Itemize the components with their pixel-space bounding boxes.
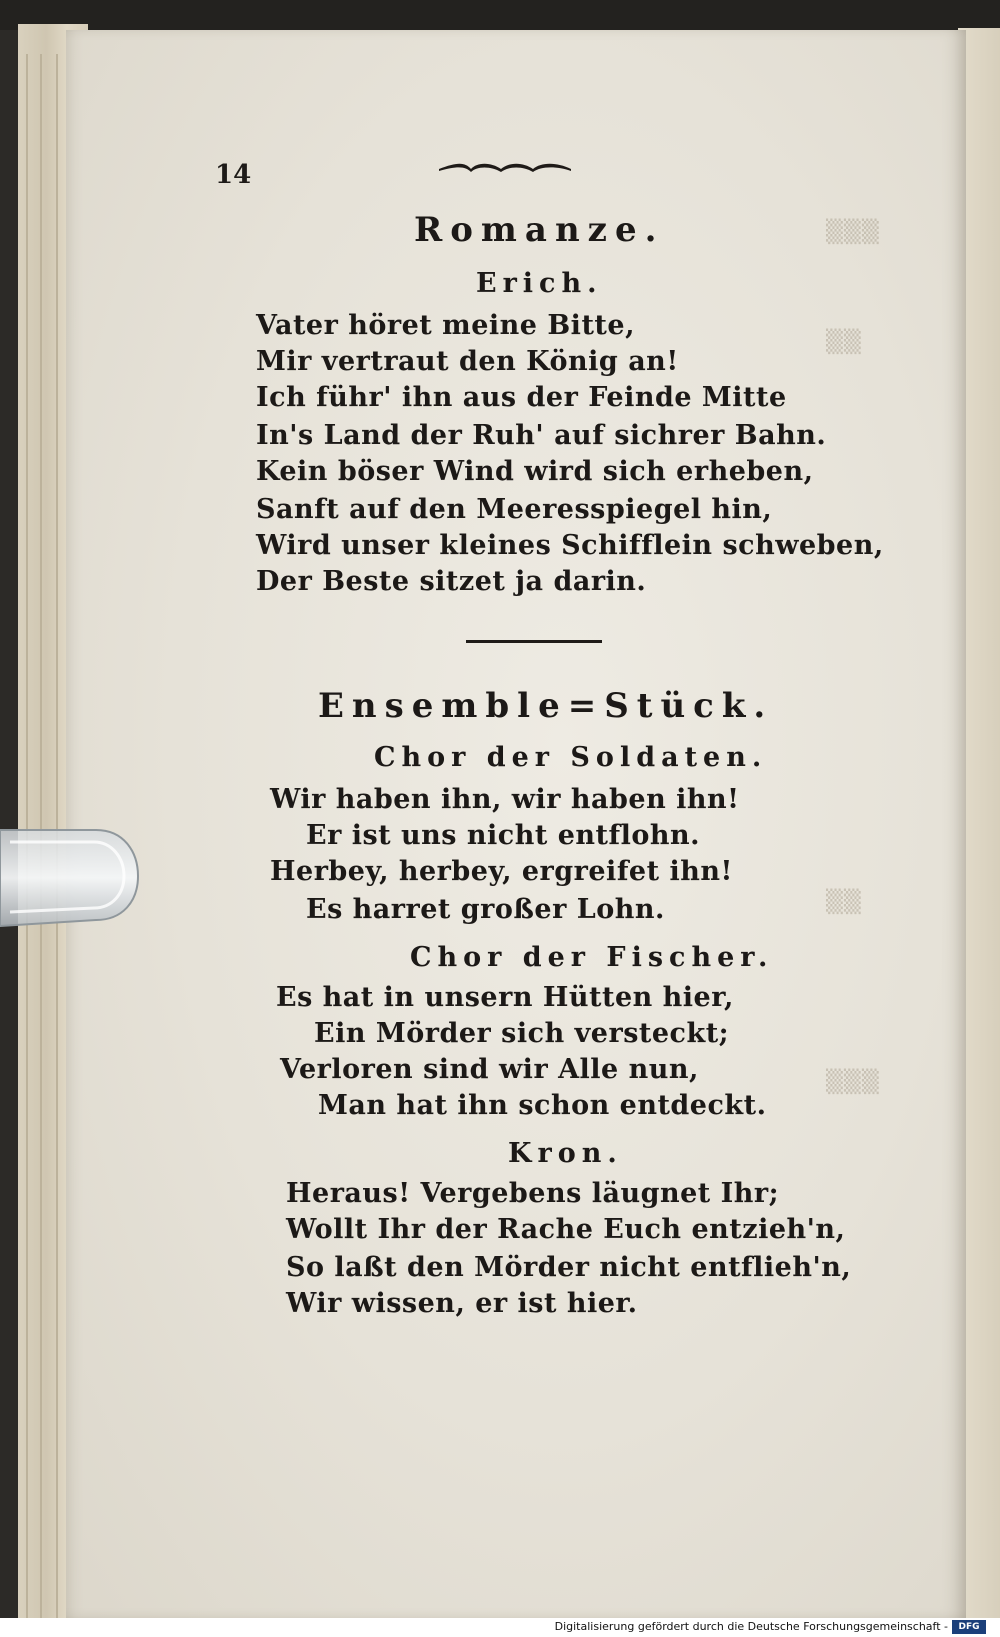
show-through-text: ▒▒▒ — [826, 1070, 880, 1095]
section-title-romanze: Romanze. — [414, 210, 665, 250]
page-clip — [0, 822, 140, 928]
verse-line: Wollt Ihr der Rache Euch entzieh'n, — [286, 1214, 846, 1245]
speaker-chor-soldaten: Chor der Soldaten. — [374, 742, 768, 773]
verse-line: Es harret großer Lohn. — [306, 894, 665, 925]
verse-line: Ein Mörder sich versteckt; — [314, 1018, 730, 1049]
verse-line: Der Beste sitzet ja darin. — [256, 566, 647, 597]
verse-line: Wir haben ihn, wir haben ihn! — [270, 784, 740, 815]
digitization-credit: Digitalisierung gefördert durch die Deutsche Forschungsgemeinschaft - — [554, 1620, 948, 1633]
verse-line: Wird unser kleines Schifflein schweben, — [256, 530, 884, 561]
ornament-dash — [437, 160, 573, 174]
verse-line: Sanft auf den Meeresspiegel hin, — [256, 494, 773, 525]
verse-line: In's Land der Ruh' auf sichrer Bahn. — [256, 420, 827, 451]
verse-line: Man hat ihn schon entdeckt. — [318, 1090, 767, 1121]
verse-line: Wir wissen, er ist hier. — [286, 1288, 638, 1319]
verse-line: Mir vertraut den König an! — [256, 346, 679, 377]
verse-line: Kein böser Wind wird sich erheben, — [256, 456, 814, 487]
verse-line: Ich führ' ihn aus der Feinde Mitte — [256, 382, 787, 413]
verse-line: Es hat in unsern Hütten hier, — [276, 982, 734, 1013]
speaker-erich: Erich. — [476, 268, 603, 299]
section-divider — [466, 640, 602, 643]
speaker-kron: Kron. — [508, 1138, 623, 1169]
verse-line: Vater höret meine Bitte, — [256, 310, 635, 341]
verse-line: So laßt den Mörder nicht entflieh'n, — [286, 1252, 852, 1283]
page-number: 14 — [215, 160, 252, 190]
verse-line: Heraus! Vergebens läugnet Ihr; — [286, 1178, 780, 1209]
verse-line: Er ist uns nicht entflohn. — [306, 820, 701, 851]
verse-line: Herbey, herbey, ergreifet ihn! — [270, 856, 733, 887]
verse-line: Verloren sind wir Alle nun, — [280, 1054, 699, 1085]
show-through-text: ▒▒ — [826, 330, 862, 355]
speaker-chor-fischer: Chor der Fischer. — [410, 942, 774, 973]
section-title-ensemble: Ensemble=Stück. — [318, 686, 774, 726]
show-through-text: ▒▒ — [826, 890, 862, 915]
dfg-logo: DFG — [952, 1620, 986, 1634]
show-through-text: ▒▒▒ — [826, 220, 880, 245]
scanner-background — [0, 0, 1000, 30]
